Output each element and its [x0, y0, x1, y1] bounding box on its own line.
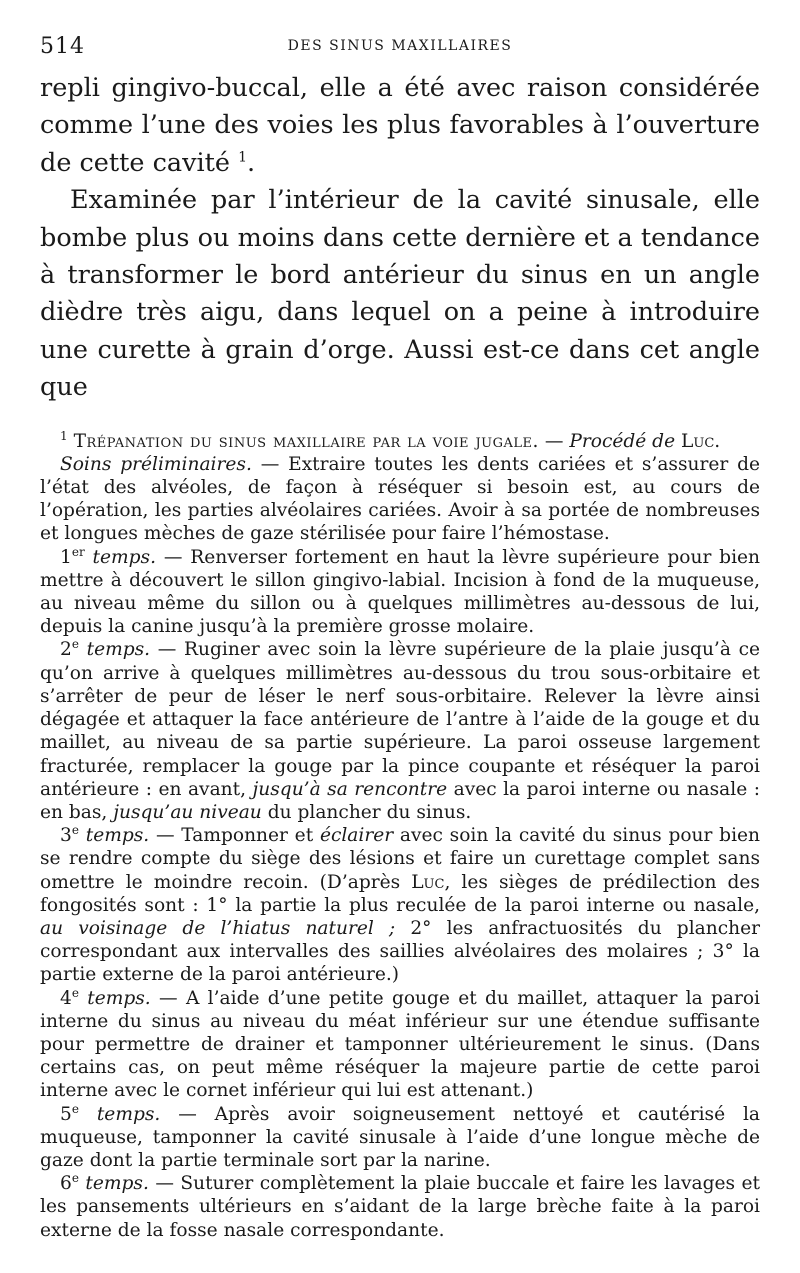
step-1-ordinal: er	[71, 544, 85, 559]
step-4-ordinal: e	[71, 985, 79, 1000]
footnote-heading	[40, 430, 760, 453]
step-2-italic-a: jusqu’à sa rencontre	[252, 778, 448, 800]
step-3-number: 3	[60, 825, 72, 847]
step-2-text-b: avec la paroi interne ou nasale : en bas,	[40, 778, 760, 823]
footnote-step-2	[40, 638, 760, 824]
step-6-number: 6	[60, 1173, 72, 1195]
step-3-text-c: , les sièges de prédilection des fongosités sont : 1° la partie la plus reculée de la paroi interne ou nasale,	[40, 871, 760, 916]
step-2-number: 2	[60, 639, 72, 661]
soins-label: Soins préliminaires.	[60, 453, 252, 475]
footnote-step-3	[40, 824, 760, 986]
step-6-text: — Suturer complètement la plaie buccale et faire les lavages et les pansements ultérieurs en s’aidant de la large brèche faite à la paroi externe de la fosse nasale correspondante.	[40, 1173, 760, 1241]
footnote-step-5	[40, 1103, 760, 1173]
step-3-italic-b: au voisinage de l’hiatus naturel ;	[40, 917, 396, 939]
soins-text: — Extraire toutes les dents cariées et s’assurer de l’état des alvéoles, de façon à réséquer si besoin est, au cours de l’opération, les parties alvéolaires cariées. Avoir à sa portée de nombreuses et longues mèches de gaze stérilisée pour faire l’hémostase.	[40, 453, 760, 545]
step-2-italic-b: jusqu’au niveau	[113, 801, 262, 823]
step-2-text-a: — Ruginer avec soin la lèvre supérieure de la plaie jusqu’à ce qu’on arrive à quelques millimètres au-dessous du trou sous-orbitaire et s’arrêter de peur de léser le nerf sous-orbitaire. Relever la lèvre ainsi dégagée et attaquer la face antérieure de l’antre à l’aide de la gouge et du maillet, au niveau de sa partie supérieure. La paroi osseuse largement fracturée, remplacer la gouge par la pince coupante et réséquer la paroi antérieure : en avant,	[40, 639, 761, 800]
main-text	[40, 70, 760, 407]
paragraph-1	[40, 70, 760, 182]
footnote-mark: 1	[60, 428, 68, 443]
step-1-label: temps.	[84, 546, 156, 568]
footnote-title-dash: —	[538, 430, 570, 452]
footnote-block	[40, 430, 760, 1242]
footnote-step-4	[40, 987, 760, 1103]
step-5-text: — Après avoir soigneusement nettoyé et cautérisé la muqueuse, tamponner la cavité sinusale à l’aide d’une longue mèche de gaze dont la partie terminale sort par la narine.	[40, 1103, 760, 1171]
page-header	[40, 30, 760, 70]
step-3-label: temps.	[78, 825, 150, 847]
footnote-title: Trépanation du sinus maxillaire par la voie jugale.	[73, 430, 539, 452]
footnote-step-1	[40, 546, 760, 639]
step-1-text: — Renverser fortement en haut la lèvre supérieure pour bien mettre à découvert le sillon gingivo-labial. Incision à fond de la muqueuse, au niveau même du sillon ou à quelques millimètres au-dessous de lui, depuis la canine jusqu’à la première grosse molaire.	[40, 546, 760, 638]
footnote-step-6	[40, 1172, 760, 1242]
step-2-ordinal: e	[71, 637, 79, 652]
step-3-author: Luc	[411, 871, 445, 893]
step-3-text-b: avec soin la cavité du sinus pour bien se rendre compte du siège des lésions et faire un curettage complet sans omettre le moindre recoin. (D’après	[40, 825, 761, 893]
footnote-title-end: .	[714, 430, 721, 452]
footnote-title-italic: Procédé de	[569, 430, 676, 452]
step-3-text-a: — Tamponner et	[149, 825, 320, 847]
step-6-ordinal: e	[71, 1170, 79, 1185]
step-3-text-d: 2° les anfractuosités du plancher correspondant aux intervalles des saillies alvéolaires des molaires ; 3° la partie externe de la paroi antérieure.)	[40, 917, 760, 986]
paragraph-2: Examinée par l’intérieur de la cavité sinusale, elle bombe plus ou moins dans cette dernière et a tendance à transformer le bord antérieur du sinus en un angle dièdre très aigu, dans lequel on a peine à introduire une curette à grain d’orge. Aussi est-ce dans cet angle que	[40, 185, 760, 403]
step-5-label: temps.	[78, 1103, 161, 1125]
running-title: DES SINUS MAXILLAIRES	[287, 38, 513, 54]
step-2-label: temps.	[78, 639, 151, 661]
paragraph-1-end: .	[247, 147, 256, 178]
step-4-label: temps.	[78, 987, 151, 1009]
step-4-text: — A l’aide d’une petite gouge et du maillet, attaquer la paroi interne du sinus au niveau du méat inférieur sur une étendue suffisante pour permettre de drainer et tamponner ultérieurement le sinus. (Dans certains cas, on peut même réséquer la majeure partie de cette paroi interne avec le cornet inférieur qui lui est attenant.)	[40, 987, 760, 1102]
footnote-reference: 1	[238, 149, 247, 166]
step-4-number: 4	[60, 987, 72, 1009]
step-5-ordinal: e	[71, 1101, 79, 1116]
step-1-number: 1	[60, 546, 72, 568]
footnote-soins	[40, 453, 760, 546]
step-3-italic-a: éclairer	[319, 825, 394, 847]
paragraph-1-text: repli gingivo-buccal, elle a été avec raison considérée comme l’une des voies les plus favorables à l’ouverture de cette cavité	[40, 73, 760, 178]
book-page	[40, 30, 760, 1242]
page-number: 514	[40, 34, 85, 59]
step-2-text-c: du plancher du sinus.	[261, 801, 472, 823]
step-6-label: temps.	[78, 1173, 149, 1195]
step-5-number: 5	[60, 1103, 72, 1125]
step-3-ordinal: e	[71, 822, 79, 837]
footnote-title-author: Luc	[681, 430, 715, 452]
